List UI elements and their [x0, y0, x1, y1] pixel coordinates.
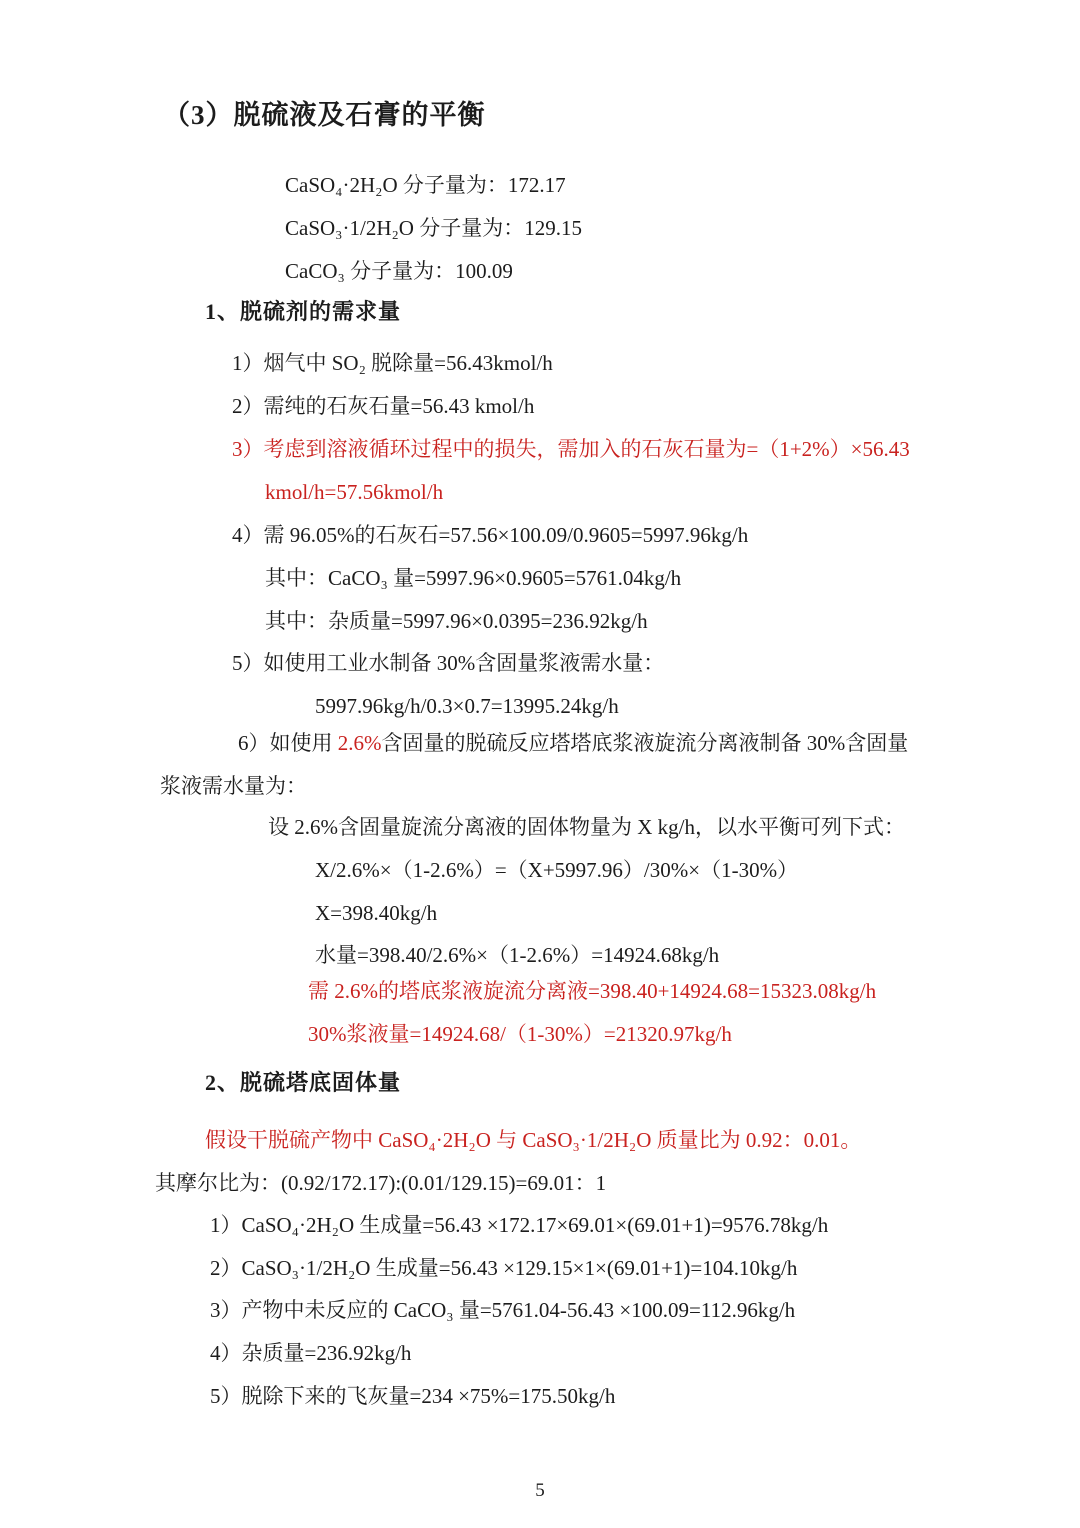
section-1-heading: 1、脱硫剂的需求量: [205, 299, 402, 324]
sec1-item3-line2: kmol/h=57.56kmol/h: [265, 480, 444, 504]
sec1-item6-line2: 浆液需水量为：: [160, 774, 307, 798]
sec1-item3-line1: 3）考虑到溶液循环过程中的损失，需加入的石灰石量为=（1+2%）×56.43: [232, 437, 910, 461]
sec2-item4: 4）杂质量=236.92kg/h: [210, 1341, 412, 1365]
section-2-heading: 2、脱硫塔底固体量: [205, 1070, 402, 1095]
sec1-item6-suffix: 含固量的脱硫反应塔塔底浆液旋流分离液制备 30%含固量: [381, 731, 909, 755]
page-number: 5: [535, 1480, 545, 1501]
sec1-item6-prefix: 6）如使用: [238, 731, 338, 755]
sec1-eq3: 水量=398.40/2.6%×（1-2.6%）=14924.68kg/h: [315, 943, 720, 967]
sec1-eq2: X=398.40kg/h: [315, 901, 438, 925]
sec2-molar-ratio: 其摩尔比为：(0.92/172.17):(0.01/129.15)=69.01：1: [155, 1171, 607, 1195]
sec1-item4: 4）需 96.05%的石灰石=57.56×100.09/0.9605=5997.96kg/h: [232, 523, 749, 547]
page-title: （3）脱硫液及石膏的平衡: [163, 100, 486, 130]
sec1-item4-sub1: 其中：CaCO₃ 量=5997.96×0.9605=5761.04kg/h: [265, 566, 682, 590]
sec1-red-result2: 30%浆液量=14924.68/（1-30%）=21320.97kg/h: [308, 1022, 732, 1046]
sec1-red-result1: 需 2.6%的塔底浆液旋流分离液=398.40+14924.68=15323.08kg/h: [308, 979, 877, 1003]
sec2-item2: 2）CaSO₃·1/2H₂O 生成量=56.43 ×129.15×1×(69.01+1)=104.10kg/h: [210, 1256, 798, 1280]
sec1-assume-line: 设 2.6%含固量旋流分离液的固体物量为 X kg/h，以水平衡可列下式：: [268, 815, 905, 839]
sec1-item6-red-value: 2.6%: [337, 731, 382, 755]
sec1-item5: 5）如使用工业水制备 30%含固量浆液需水量：: [232, 651, 665, 675]
sec2-item5: 5）脱除下来的飞灰量=234 ×75%=175.50kg/h: [210, 1384, 616, 1408]
sec2-assumption: 假设干脱硫产物中 CaSO₄·2H₂O 与 CaSO₃·1/2H₂O 质量比为 0.92：0.01。: [205, 1128, 862, 1152]
mol-weight-caso3: CaSO₃·1/2H₂O 分子量为：129.15: [285, 216, 582, 240]
mol-weight-caso4: CaSO₄·2H₂O 分子量为：172.17: [285, 173, 566, 197]
sec1-eq1: X/2.6%×（1-2.6%）=（X+5997.96）/30%×（1-30%）: [315, 858, 799, 882]
sec1-item5-formula: 5997.96kg/h/0.3×0.7=13995.24kg/h: [315, 694, 619, 718]
sec2-item1: 1）CaSO₄·2H₂O 生成量=56.43 ×172.17×69.01×(69.01+1)=9576.78kg/h: [210, 1213, 829, 1237]
sec1-item6-line1: [238, 728, 908, 758]
sec2-item3: 3）产物中未反应的 CaCO₃ 量=5761.04-56.43 ×100.09=112.96kg/h: [210, 1298, 796, 1322]
sec1-item2: 2）需纯的石灰石量=56.43 kmol/h: [232, 394, 535, 418]
mol-weight-caco3: CaCO₃ 分子量为：100.09: [285, 259, 513, 283]
sec1-item1: 1）烟气中 SO₂ 脱除量=56.43kmol/h: [232, 351, 553, 375]
sec1-item4-sub2: 其中：杂质量=5997.96×0.0395=236.92kg/h: [265, 609, 648, 633]
